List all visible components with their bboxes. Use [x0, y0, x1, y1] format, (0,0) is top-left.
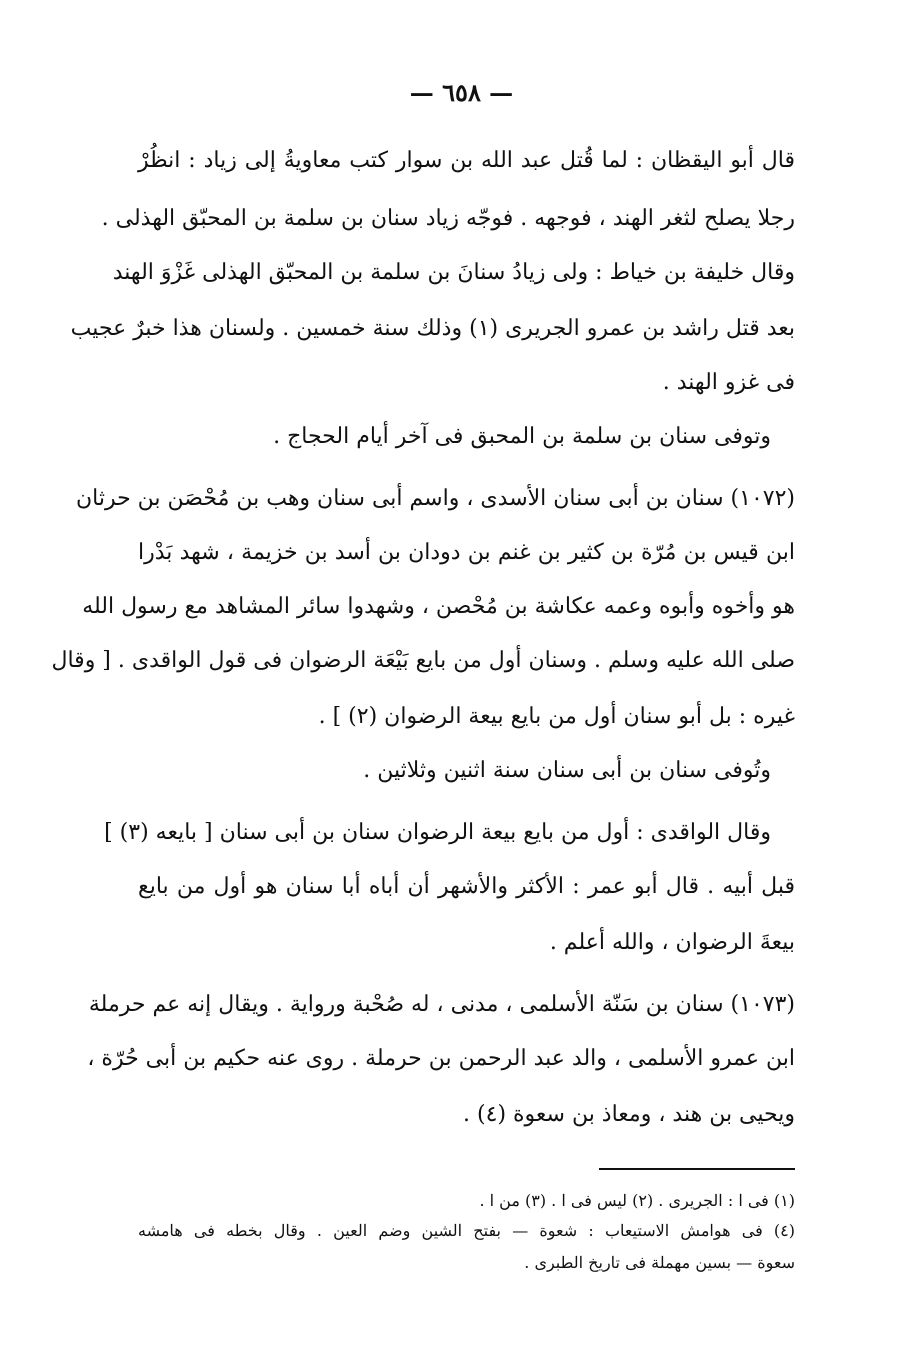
- text-line: رجلا يصلح لثغر الهند ، فوجهه . فوجّه زياد سنان بن سلمة بن المحبّق الهذلى .: [101, 206, 795, 231]
- footnote-separator: [599, 1168, 795, 1170]
- text-line: وقال خليفة بن خياط : ولى زيادُ سنانَ بن سلمة بن المحبّق الهذلى غَزْوَ الهند: [112, 260, 795, 285]
- text-line: وتوفى سنان بن سلمة بن المحبق فى آخر أيام الحجاج .: [273, 424, 771, 449]
- text-line: قبل أبيه . قال أبو عمر : الأكثر والأشهر أن أباه أبا سنان هو أول من بايع: [138, 874, 795, 899]
- text-line: هو وأخوه وأبوه وعمه عكاشة بن مُحْصن ، وشهدوا سائر المشاهد مع رسول الله: [82, 594, 795, 619]
- text-line: غيره : بل أبو سنان أول من بايع بيعة الرضوان (٢) ] .: [318, 704, 795, 729]
- text-line: وقال الواقدى : أول من بايع بيعة الرضوان سنان بن أبى سنان [ بايعه (٣) ]: [104, 820, 771, 845]
- text-line: صلى الله عليه وسلم . وسنان أول من بايع بَيْعَة الرضوان فى قول الواقدى . [ وقال: [51, 648, 795, 673]
- text-line: بيعةَ الرضوان ، والله أعلم .: [549, 930, 795, 955]
- page-number: — ٦٥٨ —: [409, 78, 514, 107]
- text-line: قال أبو اليقظان : لما قُتل عبد الله بن سوار كتب معاويةُ إلى زياد : انظُرْ: [138, 148, 795, 173]
- entry-heading-line: (١٠٧٣) سنان بن سَنّة الأسلمى ، مدنى ، له صُحْبة ورواية . ويقال إنه عم حرملة: [88, 992, 795, 1017]
- text-line: فى غزو الهند .: [662, 370, 795, 395]
- footnote-line: سعوة — بسين مهملة فى تاريخ الطبرى .: [524, 1253, 795, 1272]
- text-line: ويحيى بن هند ، ومعاذ بن سعوة (٤) .: [463, 1102, 795, 1127]
- text-line: وتُوفى سنان بن أبى سنان سنة اثنين وثلاثين .: [363, 758, 771, 783]
- text-line: ابن عمرو الأسلمى ، والد عبد الرحمن بن حرملة . روى عنه حكيم بن أبى حُرّة ،: [87, 1046, 795, 1071]
- footnote-line: (١) فى ا : الجريرى . (٢) ليس فى ا . (٣) من ا .: [479, 1191, 795, 1210]
- footnote-line: (٤) فى هوامش الاستيعاب : شعوة — بفتح الشين وضم العين . وقال بخطه فى هامشه: [138, 1221, 795, 1240]
- text-line: ابن قيس بن مُرّة بن كثير بن غنم بن دودان بن أسد بن خزيمة ، شهد بَدْرا: [138, 540, 795, 565]
- text-line: بعد قتل راشد بن عمرو الجريرى (١) وذلك سنة خمسين . ولسنان هذا خبرٌ عجيب: [70, 316, 795, 341]
- entry-heading-line: (١٠٧٢) سنان بن أبى سنان الأسدى ، واسم أبى سنان وهب بن مُحْصَن بن حرثان: [75, 486, 795, 511]
